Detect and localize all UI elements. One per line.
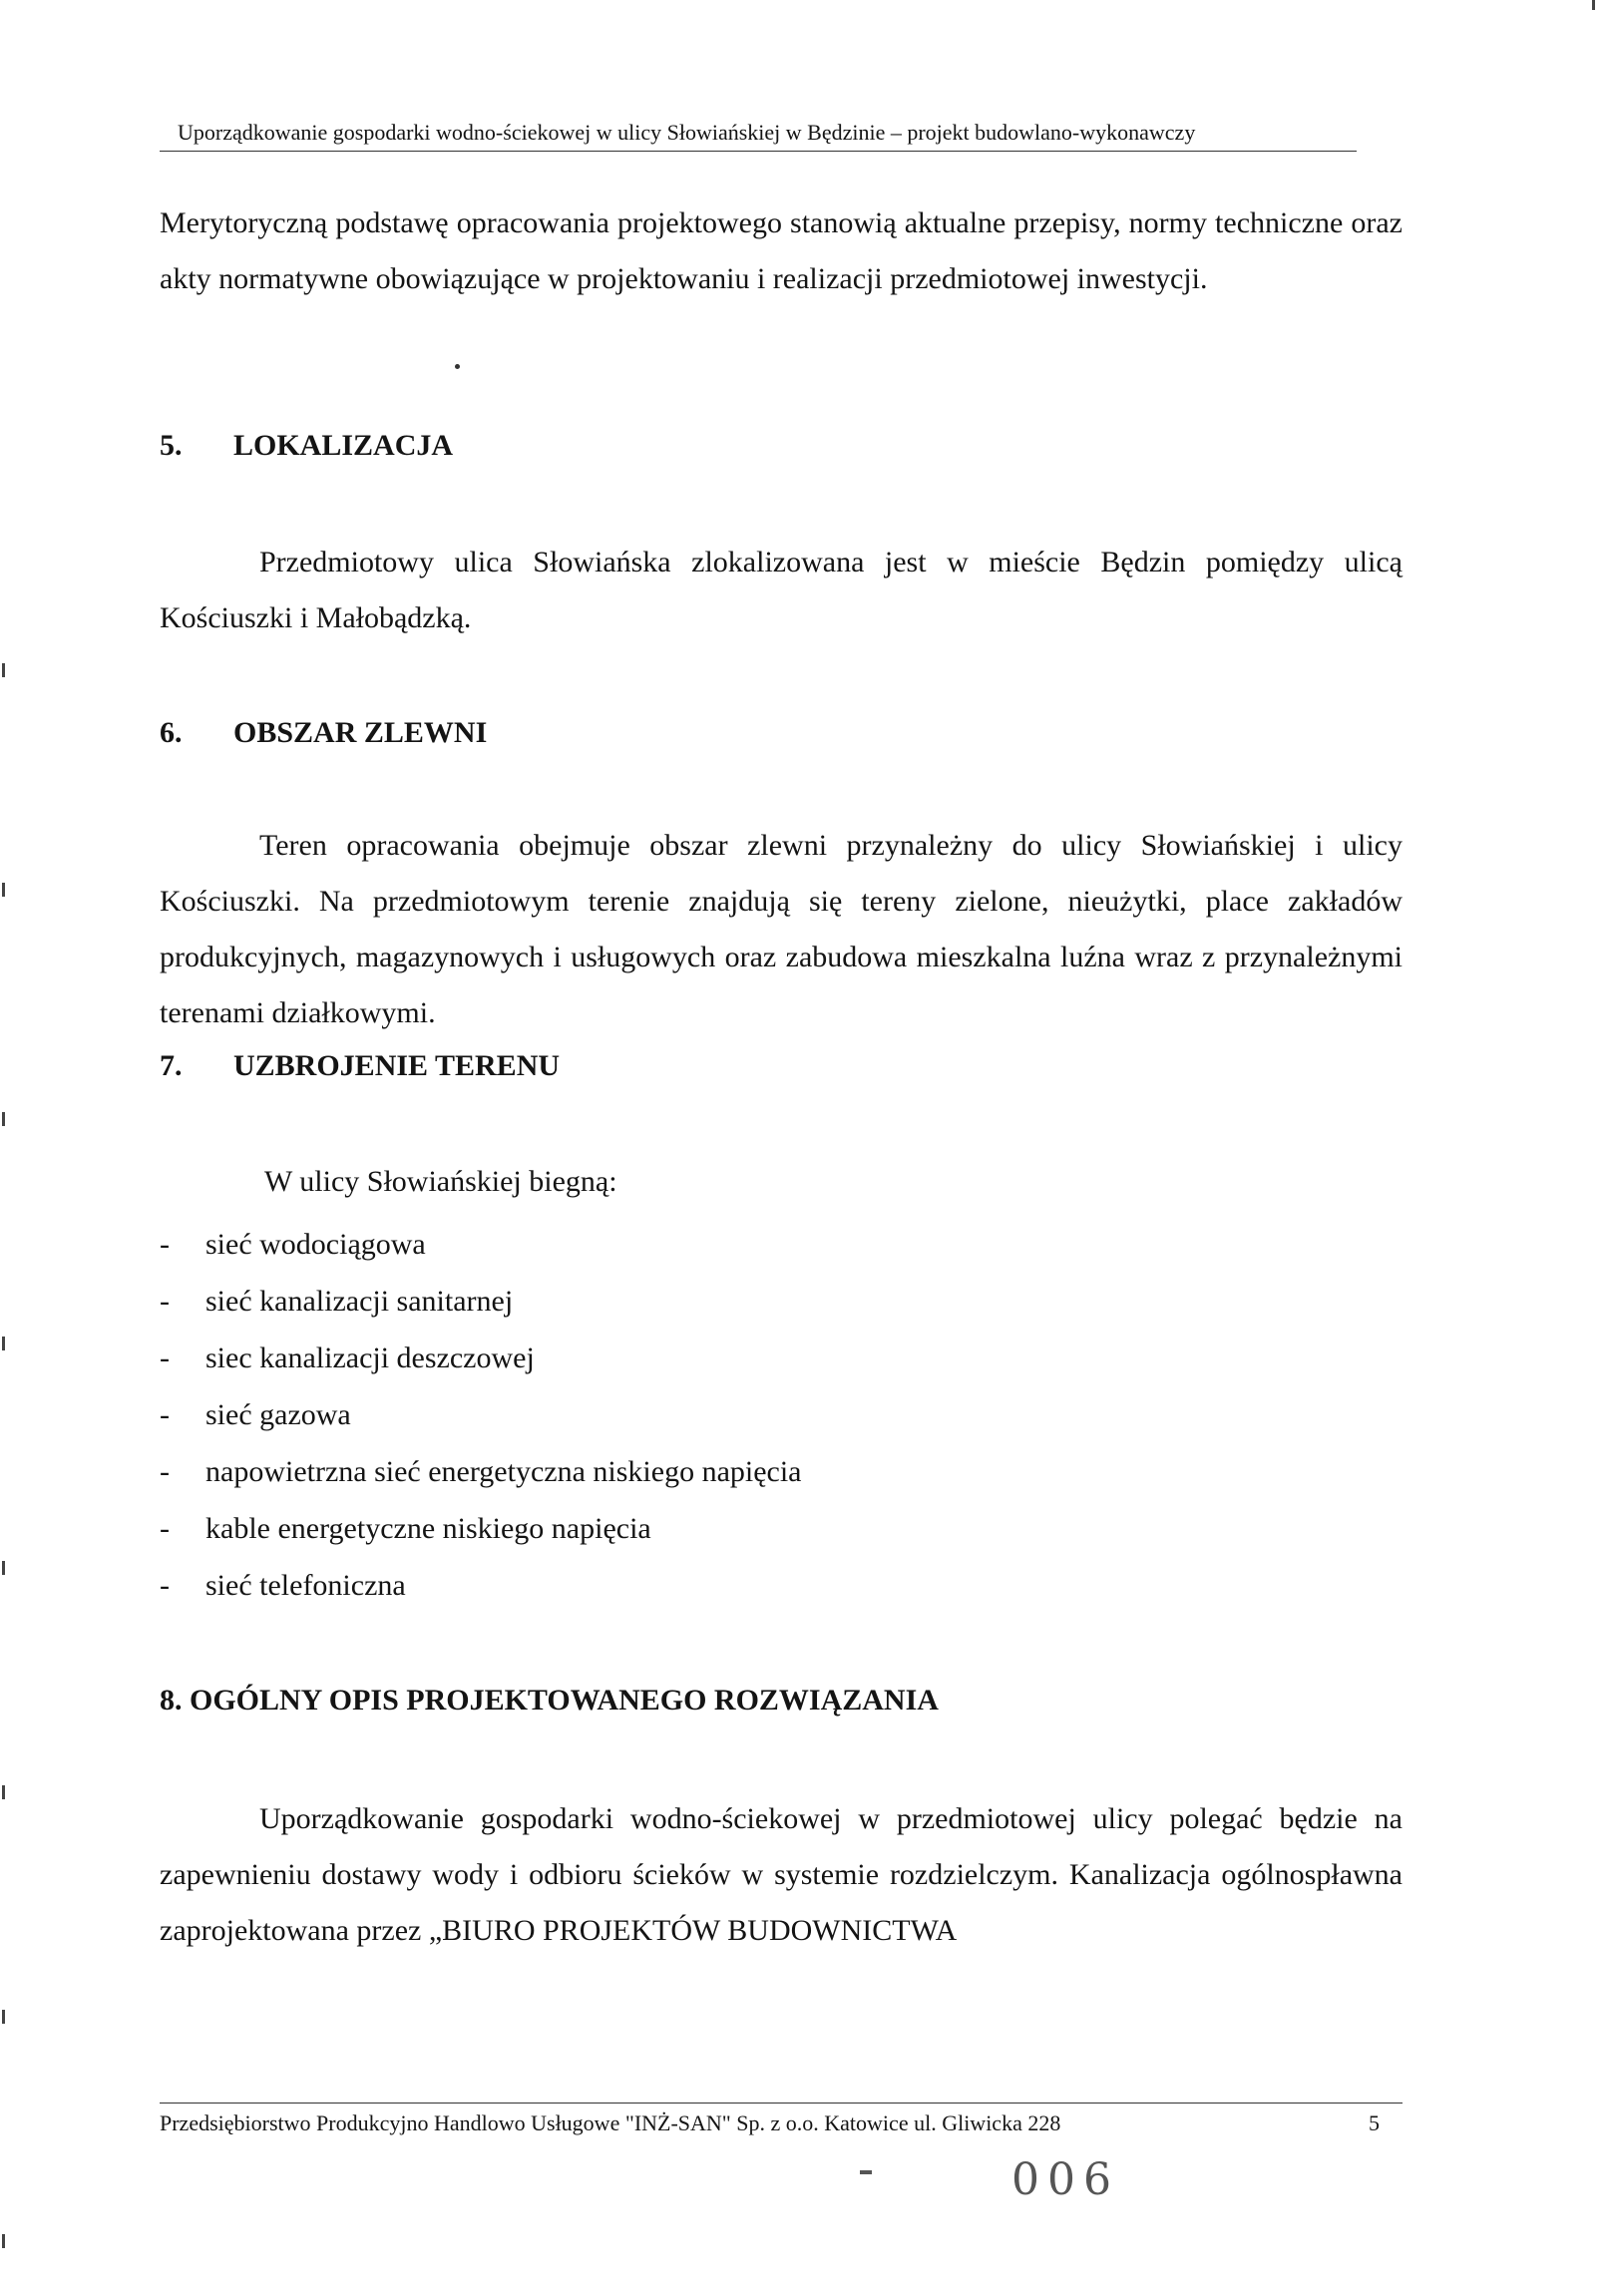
section-number: 6. [160, 716, 183, 749]
list-item: - napowietrzna sieć energetyczna niskiego napięcia [160, 1443, 802, 1500]
scan-edge-mark [2, 1337, 5, 1350]
list-dash: - [160, 1569, 170, 1602]
scan-edge-mark [2, 2010, 5, 2024]
scan-edge-mark [2, 663, 5, 677]
list-item: - kable energetyczne niskiego napięcia [160, 1500, 802, 1557]
footer-company: Przedsiębiorstwo Produkcyjno Handlowo Usługowe "INŻ-SAN" Sp. z o.o. Katowice ul. Gliwicka 228 [160, 2110, 1061, 2135]
utilities-list [160, 1216, 802, 1614]
section-6-text: Teren opracowania obejmuje obszar zlewni przynależny do ulicy Słowiańskiej i ulicy Kościuszki. Na przedmiotowym terenie znajdują się tereny zielone, nieużytki, place zakładów produkcyjnych, magazynowych i usługowych oraz zabudowa mieszkalna luźna wraz z przynależnymi terenami działkowymi. [160, 829, 1403, 1029]
section-8-paragraph [160, 1791, 1403, 1959]
section-number: 8. [160, 1684, 183, 1717]
list-item: - sieć kanalizacji sanitarnej [160, 1273, 802, 1330]
list-dash: - [160, 1398, 170, 1431]
scan-mark [860, 2170, 872, 2174]
scan-edge-mark [2, 2234, 5, 2248]
section-6-paragraph [160, 818, 1403, 1041]
list-item: - sieć telefoniczna [160, 1557, 802, 1614]
section-title: LOKALIZACJA [233, 429, 454, 462]
section-heading-7 [160, 1049, 560, 1083]
scan-edge-mark [2, 883, 5, 897]
section-7-lead: W ulicy Słowiańskiej biegną: [264, 1165, 617, 1198]
scan-edge-mark [1592, 0, 1595, 10]
section-heading-8 [160, 1684, 939, 1718]
header-rule [160, 151, 1357, 152]
scan-speck [455, 364, 460, 369]
scan-edge-mark [2, 1112, 5, 1126]
page-stamp: 006 [1011, 2154, 1119, 2205]
scan-edge-mark [2, 1561, 5, 1575]
section-number: 5. [160, 429, 183, 462]
list-item: - sieć gazowa [160, 1386, 802, 1443]
list-dash: - [160, 1455, 170, 1488]
list-dash: - [160, 1512, 170, 1545]
footer-rule [160, 2103, 1403, 2104]
section-heading-5 [160, 429, 453, 463]
list-item: - sieć wodociągowa [160, 1216, 802, 1273]
section-8-text: Uporządkowanie gospodarki wodno-ściekowej w przedmiotowej ulicy polegać będzie na zapewnieniu dostawy wody i odbioru ścieków w systemie rozdzielczym. Kanalizacja ogólnospławna zaprojektowana przez „BIURO PROJEKTÓW BUDOWNICTWA [160, 1802, 1403, 1947]
intro-paragraph [160, 195, 1403, 307]
intro-text: Merytoryczną podstawę opracowania projektowego stanowią aktualne przepisy, normy techniczne oraz akty normatywne obowiązujące w projektowaniu i realizacji przedmiotowej inwestycji. [160, 206, 1403, 295]
list-dash: - [160, 1228, 170, 1261]
page-number: 5 [1369, 2110, 1380, 2135]
list-dash: - [160, 1341, 170, 1374]
scan-edge-mark [2, 1785, 5, 1799]
list-item: - siec kanalizacji deszczowej [160, 1330, 802, 1386]
section-title: OGÓLNY OPIS PROJEKTOWANEGO ROZWIĄZANIA [190, 1684, 939, 1717]
section-5-paragraph [160, 535, 1403, 646]
section-heading-6 [160, 716, 487, 750]
section-5-text: Przedmiotowy ulica Słowiańska zlokalizowana jest w mieście Będzin pomiędzy ulicą Kościuszki i Małobądzką. [160, 546, 1403, 634]
section-number: 7. [160, 1049, 183, 1082]
section-title: UZBROJENIE TERENU [233, 1049, 561, 1082]
section-title: OBSZAR ZLEWNI [233, 716, 488, 749]
running-header: Uporządkowanie gospodarki wodno-ściekowej w ulicy Słowiańskiej w Będzinie – projekt budowlano-wykonawczy [178, 120, 1196, 145]
list-dash: - [160, 1285, 170, 1318]
